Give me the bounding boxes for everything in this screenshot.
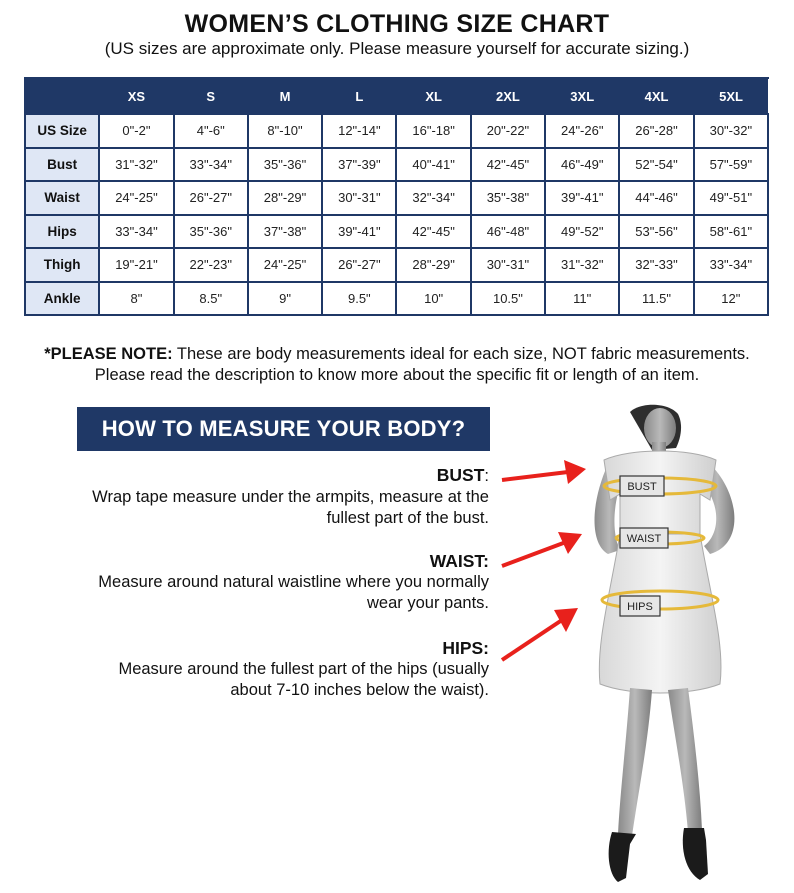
bust-text-2: fullest part of the bust. <box>326 509 489 527</box>
table-cell: 42"-45" <box>396 215 470 249</box>
table-cell: 39"-41" <box>322 215 396 249</box>
table-cell: 44"-46" <box>619 181 693 215</box>
size-col-s: S <box>174 78 248 114</box>
table-cell: 8.5" <box>174 282 248 316</box>
table-cell: 32"-34" <box>396 181 470 215</box>
table-cell: 12" <box>694 282 768 316</box>
waist-instruction <box>29 551 489 614</box>
table-cell: 33"-34" <box>174 148 248 182</box>
table-cell: 57"-59" <box>694 148 768 182</box>
row-label: Waist <box>25 181 99 215</box>
table-cell: 35"-38" <box>471 181 545 215</box>
size-col-4xl: 4XL <box>619 78 693 114</box>
table-cell: 33"-34" <box>694 248 768 282</box>
header-corner <box>25 78 99 114</box>
table-cell: 31"-32" <box>545 248 619 282</box>
row-label: Bust <box>25 148 99 182</box>
bust-label-colon: : <box>484 467 489 485</box>
table-cell: 24"-26" <box>545 114 619 148</box>
table-cell: 40"-41" <box>396 148 470 182</box>
table-cell: 11" <box>545 282 619 316</box>
table-cell: 10" <box>396 282 470 316</box>
size-col-5xl: 5XL <box>694 78 768 114</box>
table-cell: 53"-56" <box>619 215 693 249</box>
size-col-m: M <box>248 78 322 114</box>
size-col-xs: XS <box>99 78 173 114</box>
table-cell: 35"-36" <box>174 215 248 249</box>
hips-label: HIPS: <box>442 638 489 658</box>
table-cell: 8" <box>99 282 173 316</box>
table-cell: 10.5" <box>471 282 545 316</box>
size-col-3xl: 3XL <box>545 78 619 114</box>
table-cell: 12"-14" <box>322 114 396 148</box>
table-row <box>25 215 768 249</box>
chart-subtitle: (US sizes are approximate only. Please measure yourself for accurate sizing.) <box>104 39 690 58</box>
size-table-body <box>25 114 768 315</box>
row-label: Ankle <box>25 282 99 316</box>
table-cell: 30"-31" <box>322 181 396 215</box>
table-cell: 39"-41" <box>545 181 619 215</box>
table-cell: 35"-36" <box>248 148 322 182</box>
model-figure-illustration <box>560 404 790 890</box>
table-cell: 9" <box>248 282 322 316</box>
table-cell: 19"-21" <box>99 248 173 282</box>
table-cell: 8"-10" <box>248 114 322 148</box>
table-cell: 58"-61" <box>694 215 768 249</box>
please-note <box>0 344 794 386</box>
size-col-2xl: 2XL <box>471 78 545 114</box>
table-cell: 52"-54" <box>619 148 693 182</box>
size-table-header <box>25 78 768 114</box>
table-cell: 37"-38" <box>248 215 322 249</box>
table-cell: 0"-2" <box>99 114 173 148</box>
table-row <box>25 282 768 316</box>
table-cell: 28"-29" <box>248 181 322 215</box>
hips-instruction <box>29 638 489 701</box>
how-to-measure-heading: HOW TO MEASURE YOUR BODY? <box>77 407 490 451</box>
table-cell: 46"-49" <box>545 148 619 182</box>
table-row <box>25 181 768 215</box>
chart-title: WOMEN’S CLOTHING SIZE CHART <box>184 10 610 38</box>
table-row <box>25 148 768 182</box>
bust-text-1: Wrap tape measure under the armpits, measure at the <box>92 488 489 506</box>
size-col-xl: XL <box>396 78 470 114</box>
table-cell: 46"-48" <box>471 215 545 249</box>
table-cell: 49"-51" <box>694 181 768 215</box>
table-cell: 32"-33" <box>619 248 693 282</box>
waist-label: WAIST: <box>429 551 489 571</box>
hips-text-2: about 7-10 inches below the waist). <box>230 681 489 699</box>
table-cell: 28"-29" <box>396 248 470 282</box>
hips-text-1: Measure around the fullest part of the hips (usually <box>118 660 489 678</box>
size-table <box>24 77 769 316</box>
table-cell: 26"-27" <box>174 181 248 215</box>
bust-label: BUST <box>436 465 485 485</box>
note-prefix: *PLEASE NOTE: <box>44 345 173 363</box>
size-col-l: L <box>322 78 396 114</box>
table-cell: 9.5" <box>322 282 396 316</box>
table-cell: 31"-32" <box>99 148 173 182</box>
table-cell: 30"-32" <box>694 114 768 148</box>
table-cell: 24"-25" <box>99 181 173 215</box>
table-cell: 4"-6" <box>174 114 248 148</box>
waist-text-2: wear your pants. <box>367 594 489 612</box>
table-row <box>25 114 768 148</box>
row-label: US Size <box>25 114 99 148</box>
table-cell: 24"-25" <box>248 248 322 282</box>
row-label: Thigh <box>25 248 99 282</box>
note-line-2: Please read the description to know more about the specific fit or length of an item. <box>94 366 700 384</box>
waist-tag: WAIST <box>626 533 662 545</box>
table-cell: 11.5" <box>619 282 693 316</box>
table-cell: 49"-52" <box>545 215 619 249</box>
waist-text-1: Measure around natural waistline where you normally <box>98 573 489 591</box>
bust-tag: BUST <box>627 481 657 493</box>
table-cell: 22"-23" <box>174 248 248 282</box>
table-cell: 26"-27" <box>322 248 396 282</box>
table-row <box>25 248 768 282</box>
table-cell: 42"-45" <box>471 148 545 182</box>
table-cell: 30"-31" <box>471 248 545 282</box>
bust-instruction <box>29 465 489 529</box>
table-cell: 33"-34" <box>99 215 173 249</box>
table-cell: 20"-22" <box>471 114 545 148</box>
note-line-1: These are body measurements ideal for each size, NOT fabric measurements. <box>172 345 750 363</box>
table-cell: 26"-28" <box>619 114 693 148</box>
table-cell: 16"-18" <box>396 114 470 148</box>
table-cell: 37"-39" <box>322 148 396 182</box>
hips-tag: HIPS <box>627 601 653 613</box>
row-label: Hips <box>25 215 99 249</box>
